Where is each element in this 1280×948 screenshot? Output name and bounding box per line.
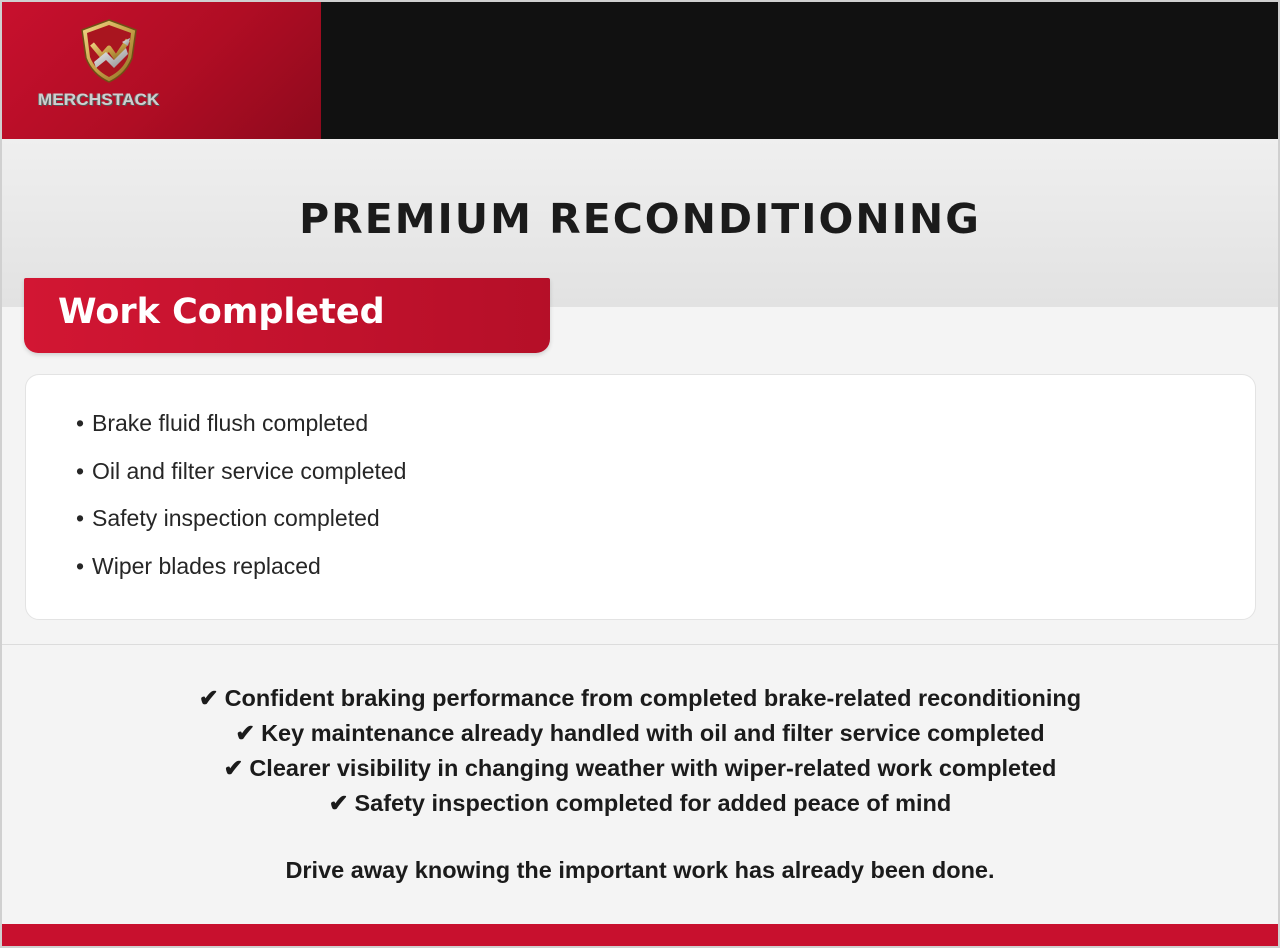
brand-logo-block (0, 0, 321, 139)
section-heading: Work Completed (58, 292, 385, 332)
bullet-icon: • (76, 552, 85, 579)
benefit-line (0, 753, 1280, 788)
benefit-line (0, 683, 1280, 718)
shield-chart-emblem-icon (76, 18, 142, 84)
benefit-text: Clearer visibility in changing weather with wiper-related work completed (249, 755, 1057, 781)
work-list (76, 409, 406, 599)
bullet-icon: • (76, 410, 85, 436)
list-item (76, 409, 406, 457)
section-divider (0, 644, 1280, 645)
checkmark-icon: ✔ (235, 720, 256, 746)
list-item (76, 457, 406, 505)
work-item-text: Brake fluid flush completed (92, 410, 369, 436)
benefit-text: Confident braking performance from completed brake-related reconditioning (224, 685, 1082, 711)
work-completed-card (25, 374, 1256, 620)
brand-wordmark: MERCHSTACK (38, 90, 160, 109)
work-item-text: Safety inspection completed (92, 505, 380, 531)
checkmark-icon: ✔ (328, 790, 349, 816)
checkmark-icon: ✔ (223, 755, 244, 781)
header-bar (0, 0, 1280, 139)
benefit-line (0, 718, 1280, 753)
list-item (76, 504, 406, 552)
checkmark-icon: ✔ (198, 685, 219, 711)
benefit-text: Key maintenance already handled with oil and filter service completed (261, 720, 1045, 746)
work-item-text: Oil and filter service completed (92, 457, 407, 484)
bullet-icon: • (76, 505, 85, 531)
closing-statement: Drive away knowing the important work has already been done. (285, 857, 995, 883)
bullet-icon: • (76, 457, 85, 484)
section-tab (24, 278, 550, 353)
benefit-text: Safety inspection completed for added peace of mind (354, 790, 952, 816)
page-title: PREMIUM RECONDITIONING (299, 195, 981, 243)
work-item-text: Wiper blades replaced (92, 552, 321, 579)
list-item (76, 552, 406, 600)
benefit-line (0, 788, 1280, 823)
benefits-list (0, 683, 1280, 823)
footer-bar (0, 924, 1280, 948)
